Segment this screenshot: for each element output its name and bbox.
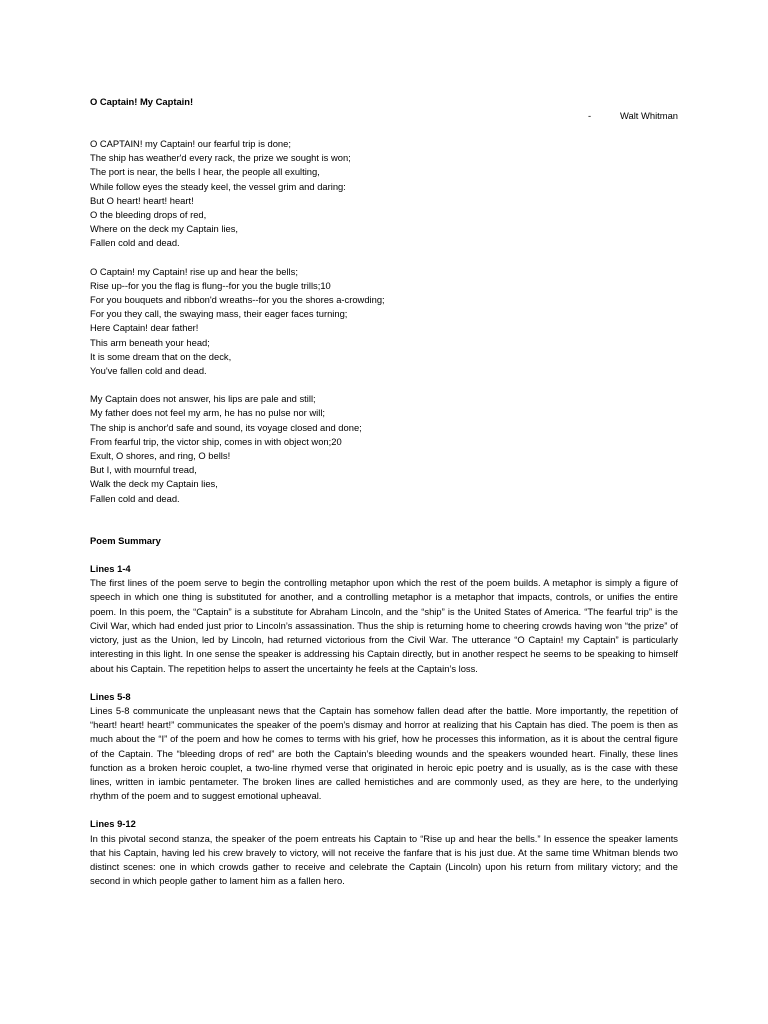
section-lines-9-12 (90, 817, 678, 888)
poem-line: My Captain does not answer, his lips are pale and still; (90, 393, 316, 405)
poem-line: Here Captain! dear father! (90, 322, 199, 334)
stanza-3 (90, 392, 678, 506)
section-heading: Lines 5-8 (90, 690, 131, 702)
poem-line: Exult, O shores, and ring, O bells! (90, 450, 231, 462)
section-paragraph: In this pivotal second stanza, the speaker of the poem entreats his Captain to “Rise up and hear the bells.” In essence the speaker laments that his Captain, having led his crew bravely to victory, will not receive the fanfare that is his just due. At the same time Whitman blends two distinct scenes: one in which crowds gather to receive and celebrate the Captain (Lincoln) upon his return from military victory; and the second in which people gather to lament him as a fallen hero. (90, 832, 678, 887)
poem-line: Fallen cold and dead. (90, 492, 180, 504)
author-dash: - (588, 110, 592, 121)
summary-heading: Poem Summary (90, 534, 161, 546)
section-lines-1-4 (90, 562, 678, 676)
poem-line: For you they call, the swaying mass, their eager faces turning; (90, 308, 348, 320)
poem-line: O CAPTAIN! my Captain! our fearful trip is done; (90, 138, 291, 149)
poem-line: Fallen cold and dead. (90, 237, 180, 249)
author-row (90, 109, 678, 123)
document-page (90, 95, 678, 888)
stanza-1 (90, 137, 678, 251)
poem-line: It is some dream that on the deck, (90, 350, 232, 362)
poem-line: Where on the deck my Captain lies, (90, 223, 238, 235)
poem-line: The ship has weather'd every rack, the prize we sought is won; (90, 152, 351, 164)
poem-line: From fearful trip, the victor ship, comes in with object won;20 (90, 435, 342, 447)
poem-line: While follow eyes the steady keel, the vessel grim and daring: (90, 180, 346, 192)
poem-line: The port is near, the bells I hear, the people all exulting, (90, 166, 320, 178)
section-paragraph: Lines 5-8 communicate the unpleasant news that the Captain has somehow fallen dead after the battle. More importantly, the repetition of “heart! heart! heart!” communicates the speaker of the poem’s dismay and horror at realizing that his Captain has died. The poem is then as much about the “I” of the poem and how he comes to terms with his grief, how he processes this information, as it is about the central figure of the Captain. The “bleeding drops of red” are both the Captain’s bleeding wounds and the speakers wounded heart. Finally, these lines function as a broken heroic couplet, a two-line rhymed verse that originated in heroic epic poetry and is usually, as is the case with these lines, written in iambic pentameter. The broken lines are called hemistiches and are commonly used, as they are here, to the underlying rhythm of the poem and to suggest emotional upheaval. (90, 704, 678, 802)
section-heading: Lines 1-4 (90, 563, 131, 575)
poem-line: Rise up--for you the flag is flung--for you the bugle trills;10 (90, 279, 331, 291)
poem-line: But I, with mournful tread, (90, 464, 197, 476)
poem-line: This arm beneath your head; (90, 336, 210, 348)
poem-line: My father does not feel my arm, he has no pulse nor will; (90, 407, 326, 419)
stanza-2 (90, 265, 678, 379)
poem-title: O Captain! My Captain! (90, 96, 194, 107)
section-heading: Lines 9-12 (90, 818, 136, 830)
poem-line: The ship is anchor'd safe and sound, its voyage closed and done; (90, 421, 362, 433)
poem-line: O the bleeding drops of red, (90, 209, 207, 221)
poem-line: For you bouquets and ribbon'd wreaths--for you the shores a-crowding; (90, 294, 385, 306)
poem-line: O Captain! my Captain! rise up and hear the bells; (90, 265, 298, 277)
section-lines-5-8 (90, 690, 678, 804)
poem-line: Walk the deck my Captain lies, (90, 478, 218, 490)
poem-line: You've fallen cold and dead. (90, 365, 207, 377)
title-row (90, 95, 678, 109)
section-paragraph: The first lines of the poem serve to begin the controlling metaphor upon which the rest of the poem builds. A metaphor is simply a figure of speech in which one thing is substituted for another, and a controlling metaphor is a metaphor that impacts, controls, or unifies the entire poem. In this poem, the “Captain” is a substitute for Abraham Lincoln, and the “ship” is the United States of America. “The fearful trip” is the Civil War, which had ended just prior to Lincoln’s assassination. Thus the ship is returning home to cheering crowds having won “the prize” of victory, just as the Union, led by Lincoln, had returned victorious from the Civil War. The utterance “O Captain! my Captain” is particularly interesting in this light. In one sense the speaker is addressing his Captain directly, but in another respect he seems to be speaking to himself about his Captain. The repetition helps to assert the uncertainty he feels at the Captain’s loss. (90, 577, 678, 674)
poem-author: Walt Whitman (620, 110, 678, 121)
poem-line: But O heart! heart! heart! (90, 194, 194, 206)
